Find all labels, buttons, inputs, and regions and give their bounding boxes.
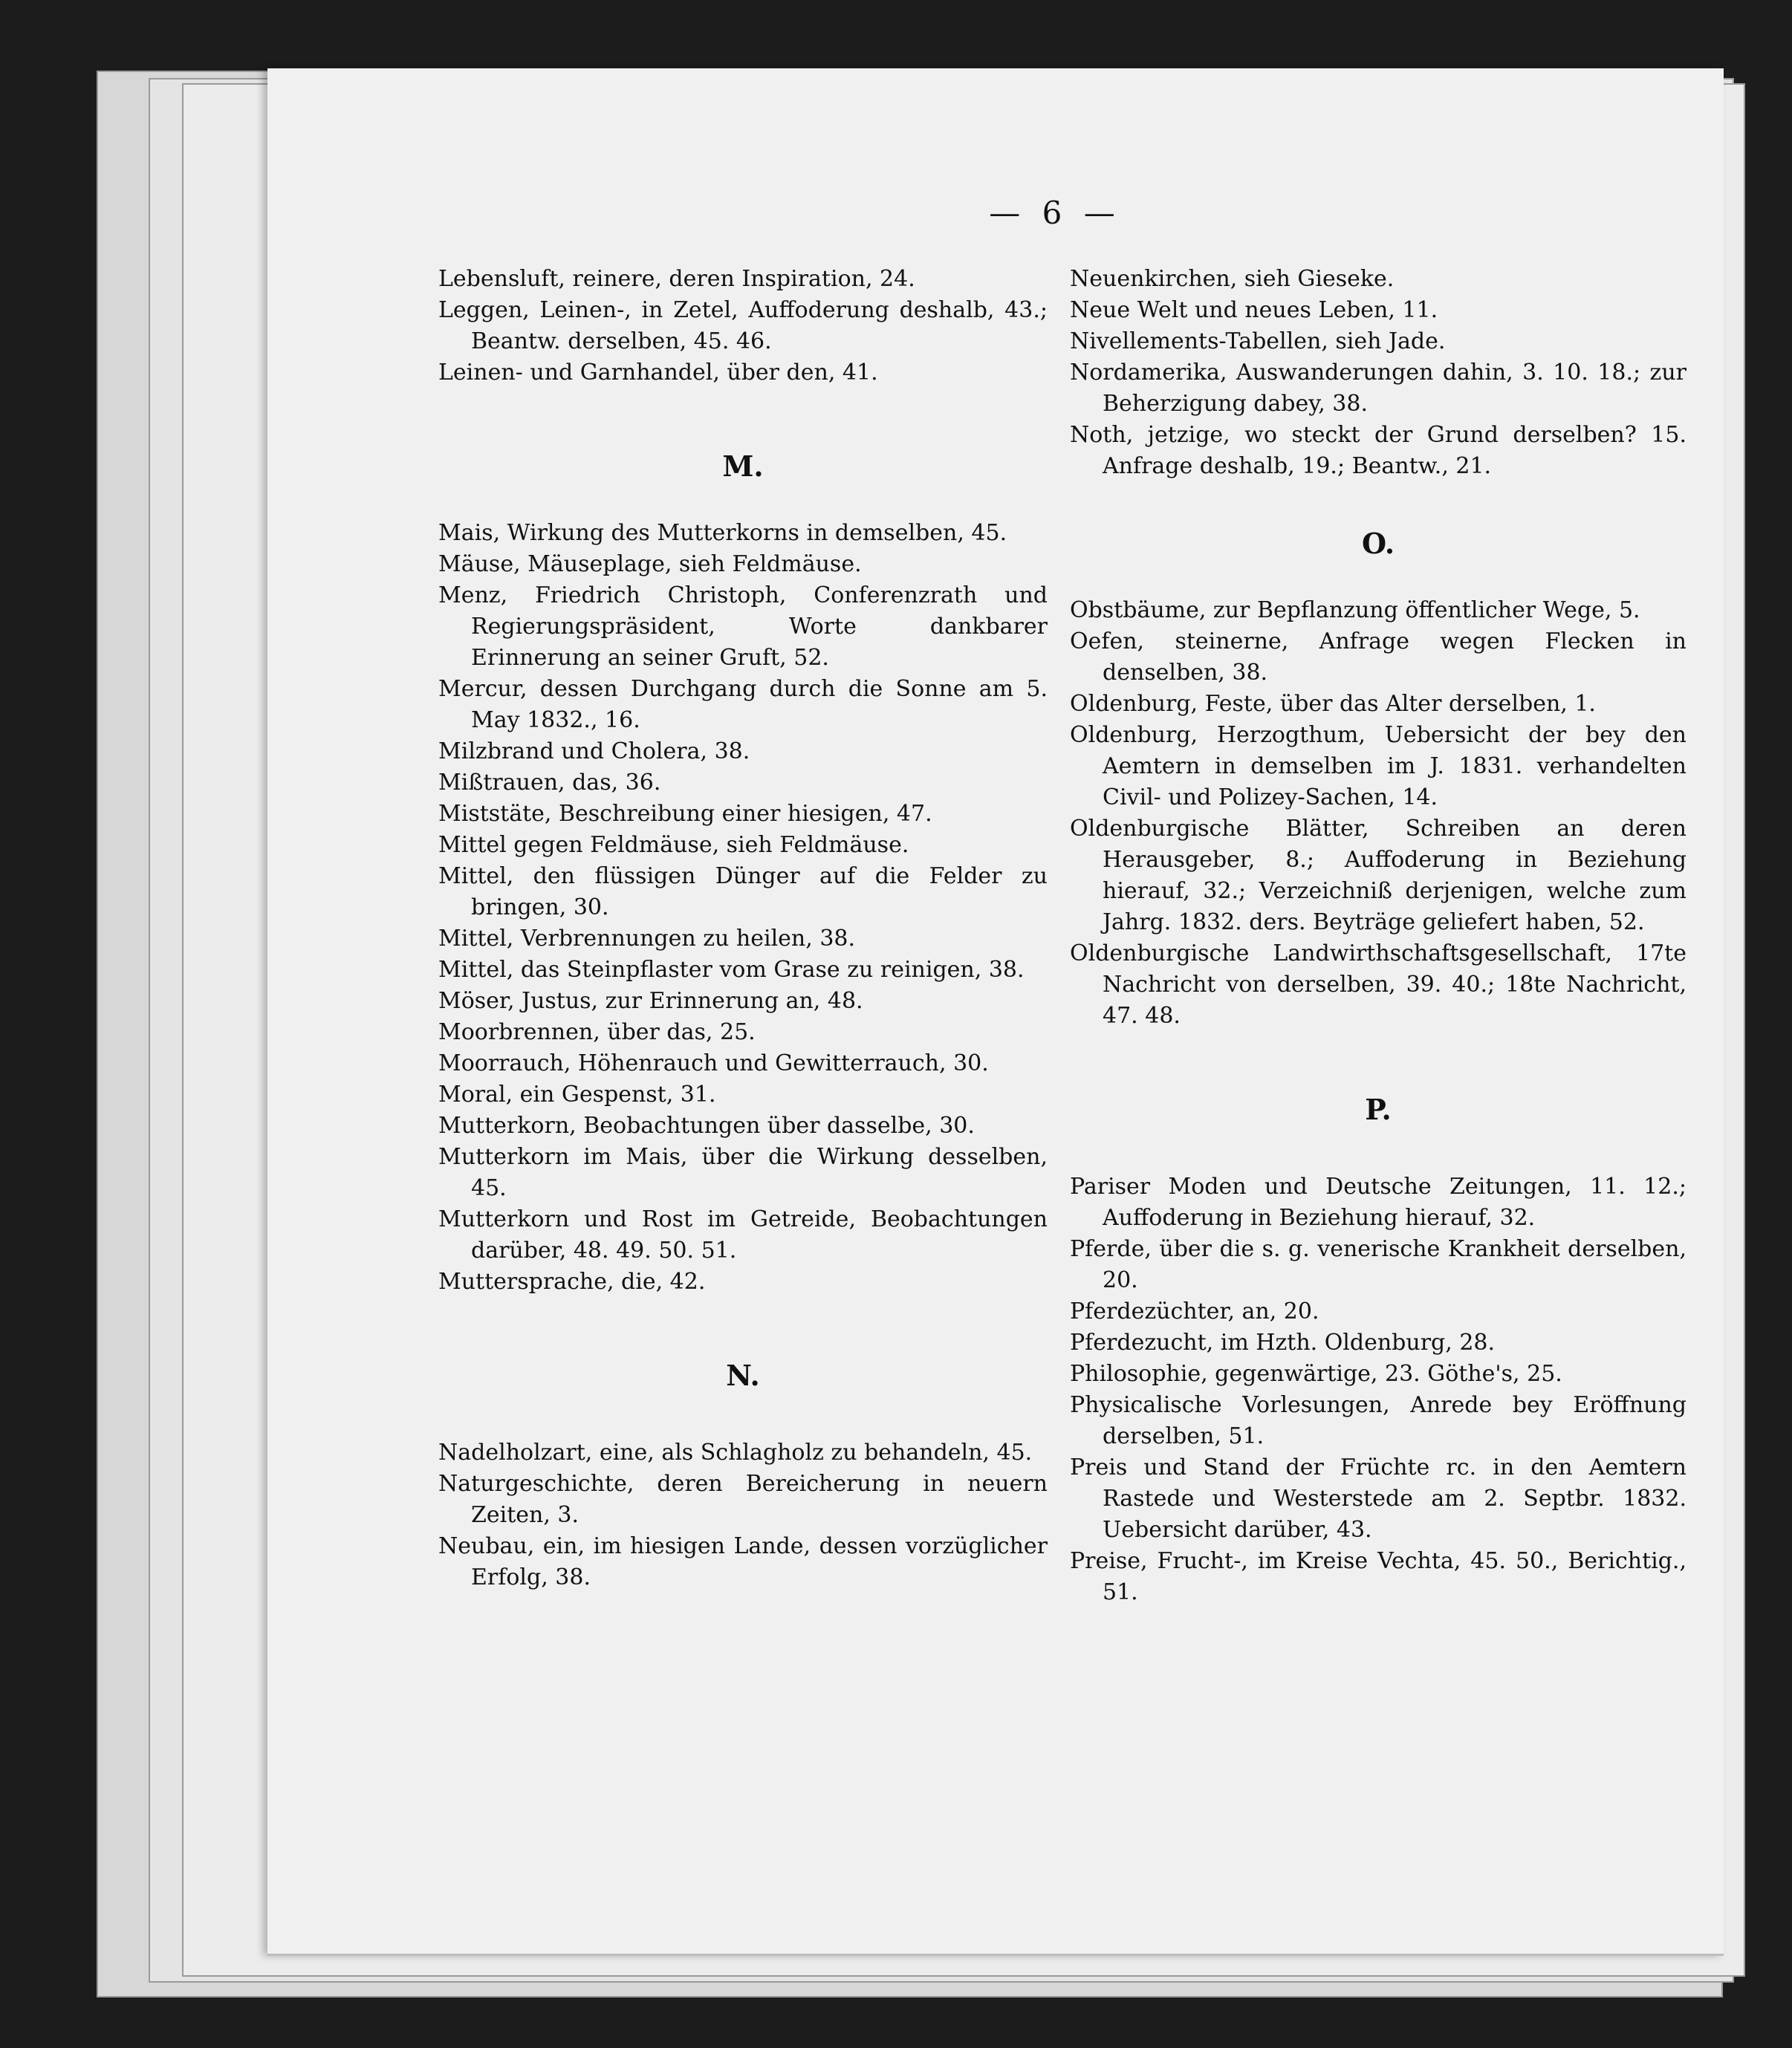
index-entry: Menz, Friedrich Christoph, Conferenzrath und Regierungspräsident, Worte dankbarer Erinnerung an seiner Gruft, 52. bbox=[438, 582, 1048, 671]
section-letter-p: P. bbox=[1365, 1093, 1392, 1126]
index-entry: Lebensluft, reinere, deren Inspiration, 24. bbox=[438, 266, 915, 292]
index-entry: Pferde, über die s. g. venerische Krankheit derselben, 20. bbox=[1070, 1236, 1687, 1293]
index-entry: Oldenburgische Blätter, Schreiben an deren Herausgeber, 8.; Auffoderung in Beziehung hierauf, 32.; Verzeichniß derjenigen, welche zum Jahrg. 1832. ders. Beyträge geliefert haben, 52. bbox=[1070, 816, 1687, 935]
index-entry: Miststäte, Beschreibung einer hiesigen, 47. bbox=[438, 801, 932, 827]
index-entry: Leggen, Leinen-, in Zetel, Auffoderung deshalb, 43.; Beantw. derselben, 45. 46. bbox=[438, 297, 1048, 354]
section-letter-o: O. bbox=[1361, 527, 1395, 560]
index-entry: Mittel gegen Feldmäuse, sieh Feldmäuse. bbox=[438, 832, 909, 858]
index-entry: Oefen, steinerne, Anfrage wegen Flecken in denselben, 38. bbox=[1070, 628, 1687, 686]
index-entry: Nadelholzart, eine, als Schlagholz zu behandeln, 45. bbox=[438, 1440, 1033, 1466]
index-entry: Pariser Moden und Deutsche Zeitungen, 11. 12.; Auffoderung in Beziehung hierauf, 32. bbox=[1070, 1174, 1687, 1231]
index-entry: Preis und Stand der Früchte rc. in den Aemtern Rastede und Westerstede am 2. Septbr. 1832. Uebersicht darüber, 43. bbox=[1070, 1454, 1687, 1543]
index-entry: Leinen- und Garnhandel, über den, 41. bbox=[438, 360, 878, 386]
index-entry: Mutterkorn und Rost im Getreide, Beobachtungen darüber, 48. 49. 50. 51. bbox=[438, 1206, 1048, 1264]
index-entry: Neubau, ein, im hiesigen Lande, dessen vorzüglicher Erfolg, 38. bbox=[438, 1533, 1048, 1590]
index-entry: Preise, Frucht-, im Kreise Vechta, 45. 50., Berichtig., 51. bbox=[1070, 1548, 1687, 1605]
index-column-right bbox=[1070, 264, 1687, 1608]
index-entry: Mittel, Verbrennungen zu heilen, 38. bbox=[438, 926, 856, 952]
index-entry: Mais, Wirkung des Mutterkorns in demselben, 45. bbox=[438, 520, 1007, 546]
index-entry: Oldenburg, Feste, über das Alter derselben, 1. bbox=[1070, 691, 1596, 717]
index-entry: Oldenburg, Herzogthum, Uebersicht der bey den Aemtern in demselben im J. 1831. verhandelten Civil- und Polizey-Sachen, 14. bbox=[1070, 722, 1687, 810]
index-entry: Mercur, dessen Durchgang durch die Sonne am 5. May 1832., 16. bbox=[438, 676, 1048, 733]
index-column-left bbox=[438, 264, 1048, 1593]
index-entry: Milzbrand und Cholera, 38. bbox=[438, 738, 750, 764]
index-entry: Pferdezucht, im Hzth. Oldenburg, 28. bbox=[1070, 1330, 1496, 1356]
index-entry: Oldenburgische Landwirthschaftsgesellschaft, 17te Nachricht von derselben, 39. 40.; 18te Nachricht, 47. 48. bbox=[1070, 940, 1687, 1029]
index-entry: Nivellements-Tabellen, sieh Jade. bbox=[1070, 328, 1446, 354]
index-entry: Nordamerika, Auswanderungen dahin, 3. 10. 18.; zur Beherzigung dabey, 38. bbox=[1070, 360, 1687, 417]
index-entry: Pferdezüchter, an, 20. bbox=[1070, 1298, 1319, 1324]
section-letter-m: M. bbox=[722, 449, 764, 483]
index-entry: Mutterkorn, Beobachtungen über dasselbe, 30. bbox=[438, 1113, 975, 1139]
index-entry: Physicalische Vorlesungen, Anrede bey Eröffnung derselben, 51. bbox=[1070, 1392, 1687, 1449]
index-entry: Möser, Justus, zur Erinnerung an, 48. bbox=[438, 988, 863, 1014]
index-entry: Moorrauch, Höhenrauch und Gewitterrauch, 30. bbox=[438, 1050, 989, 1076]
index-entry: Moral, ein Gespenst, 31. bbox=[438, 1082, 716, 1108]
index-entry: Philosophie, gegenwärtige, 23. Göthe's, 25. bbox=[1070, 1361, 1562, 1387]
index-entry: Noth, jetzige, wo steckt der Grund derselben? 15. Anfrage deshalb, 19.; Beantw., 21. bbox=[1070, 422, 1687, 479]
index-entry: Moorbrennen, über das, 25. bbox=[438, 1019, 756, 1045]
index-entry: Mutterkorn im Mais, über die Wirkung desselben, 45. bbox=[438, 1144, 1048, 1201]
index-entry: Naturgeschichte, deren Bereicherung in neuern Zeiten, 3. bbox=[438, 1471, 1048, 1528]
page-number: — 6 — bbox=[989, 195, 1121, 231]
index-entry: Mittel, den flüssigen Dünger auf die Felder zu bringen, 30. bbox=[438, 863, 1048, 920]
index-entry: Mißtrauen, das, 36. bbox=[438, 770, 661, 796]
index-entry: Mäuse, Mäuseplage, sieh Feldmäuse. bbox=[438, 551, 862, 577]
section-letter-n: N. bbox=[726, 1359, 760, 1392]
index-entry: Neuenkirchen, sieh Gieseke. bbox=[1070, 266, 1395, 292]
index-entry: Mittel, das Steinpflaster vom Grase zu reinigen, 38. bbox=[438, 957, 1025, 983]
index-entry: Muttersprache, die, 42. bbox=[438, 1269, 706, 1295]
index-entry: Obstbäume, zur Bepflanzung öffentlicher Wege, 5. bbox=[1070, 597, 1640, 623]
index-entry: Neue Welt und neues Leben, 11. bbox=[1070, 297, 1438, 323]
